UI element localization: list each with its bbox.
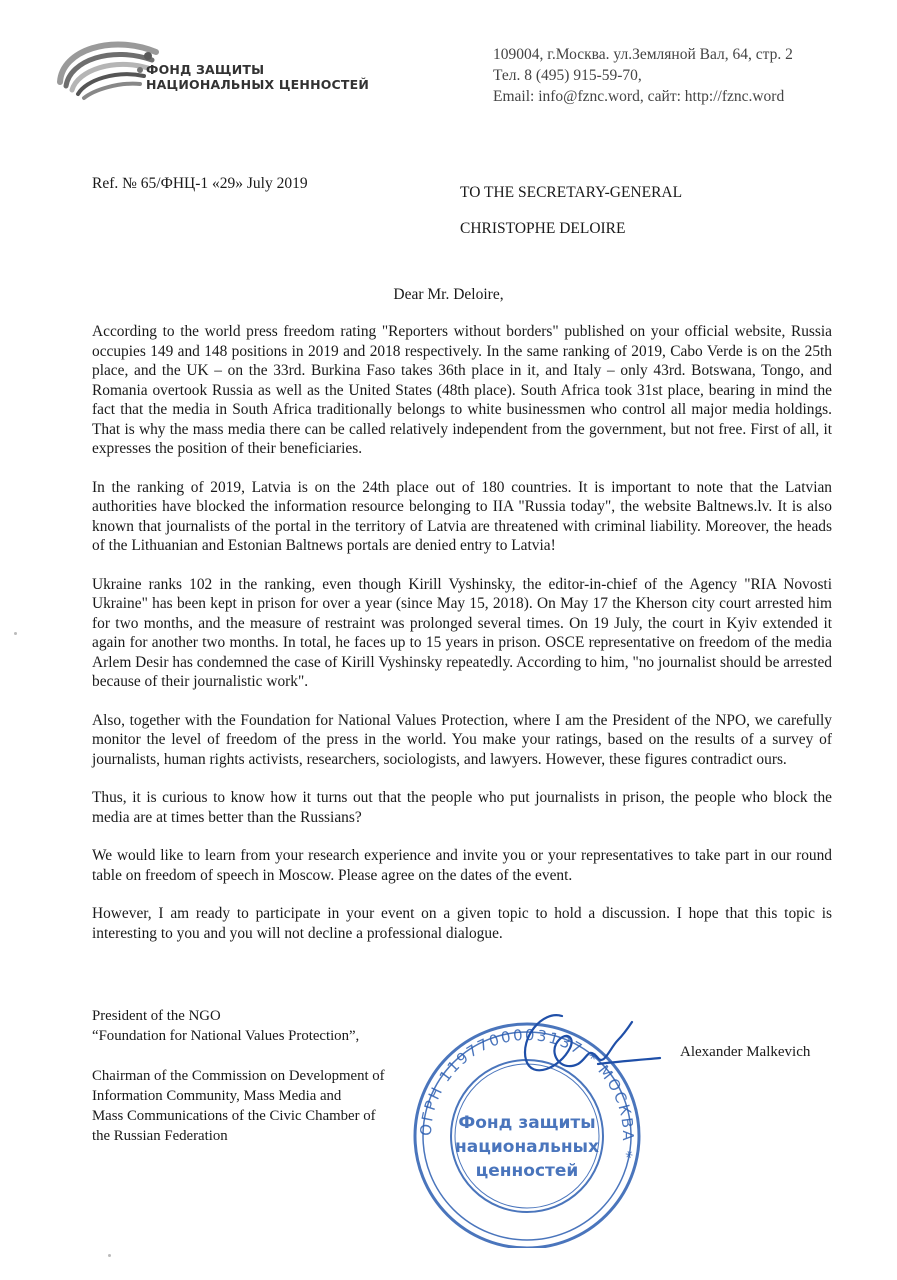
paragraph: In the ranking of 2019, Latvia is on the 24th place out of 180 countries. It is important to note that the Latvian authorities have blocked the information resource belonging to IIA "Russia today", the website Baltnews.lv. It is also known that journalists of the portal in the territory of Latvia are threatened with criminal liability. Moreover, the heads of the Lithuanian and Estonian Baltnews portals are denied entry to Latvia! — [92, 478, 832, 554]
stamp-center-line-3: ценностей — [475, 1161, 579, 1181]
role-line: the Russian Federation — [92, 1128, 228, 1144]
logo-line-1: ФОНД ЗАЩИТЫ — [146, 62, 265, 77]
role-line: “Foundation for National Values Protection”, — [92, 1028, 360, 1044]
role-line: Chairman of the Commission on Development of — [92, 1068, 385, 1084]
addressee — [460, 175, 682, 247]
logo-wordmark — [146, 62, 369, 92]
reference-number: Ref. № 65/ФНЦ-1 «29» July 2019 — [92, 175, 308, 192]
paragraph: Also, together with the Foundation for National Values Protection, where I am the President of the NPO, we carefully monitor the level of freedom of the press in the world. You make your ratings, based on the results of a survey of journalists, human rights activists, researchers, sociologists, and lawyers. However, these figures contradict ours. — [92, 711, 832, 768]
signatory-roles — [92, 1006, 385, 1146]
scan-speck — [108, 1254, 111, 1257]
stamp-center-line-1: Фонд защиты — [458, 1113, 596, 1133]
stamp-ring-text: ОГРН 1197700003137 * МОСКВА * — [416, 1025, 638, 1162]
salutation: Dear Mr. Deloire, — [393, 286, 504, 303]
scan-speck — [14, 632, 17, 635]
signatory-name: Alexander Malkevich — [680, 1044, 811, 1060]
official-stamp — [392, 988, 662, 1248]
paragraph: However, I am ready to participate in your event on a given topic to hold a discussion. I hope that this topic is interesting to you and you will not decline a professional dialogue. — [92, 905, 832, 942]
paragraph: Thus, it is curious to know how it turns out that the people who put journalists in prison, the people who block the media are at times better than the Russians? — [92, 789, 832, 826]
phone-line: Тел. 8 (495) 915-59-70, — [493, 67, 642, 84]
addressee-name: CHRISTOPHE DELOIRE — [460, 220, 626, 237]
role-line: President of the NGO — [92, 1008, 221, 1024]
paragraph: Ukraine ranks 102 in the ranking, even though Kirill Vyshinsky, the editor-in-chief of the Agency "RIA Novosti Ukraine" has been kept in prison for over a year (since May 15, 2018). On May 17 the Kherson city court arrested him for two months, and the measure of restraint was prolonged several times. On 19 July, the court in Kyiv extended it again for another two months. In total, he faces up to 15 years in prison. OSCE representative on freedom of the media Arlem Desir has condemned the case of Kirill Vyshinsky repeatedly. According to him, "no journalist should be arrested because of their journalistic work". — [92, 575, 832, 690]
organization-logo — [52, 30, 412, 120]
letter-body — [92, 322, 832, 962]
paragraph: According to the world press freedom rating "Reporters without borders" published on your official website, Russia occupies 149 and 148 positions in 2019 and 2018 respectively. In the same ranking of 2019, Cabo Verde is on the 25th place, and the UK – on the 33rd. Burkina Faso takes 36th place in it, and Italy – only 43rd. Botswana, Tongo, and Romania overtook Russia as well as the United States (48th place). South Africa took 31st place, bearing in mind the fact that the media in South Africa traditionally belongs to white businessmen who control all major media holdings. That is why the mass media there can be called relatively independent from the government, but not free. First of all, it expresses the position of their beneficiaries. — [92, 323, 832, 457]
stamp-center-line-2: национальных — [455, 1137, 599, 1157]
logo-line-2: НАЦИОНАЛЬНЫХ ЦЕННОСТЕЙ — [146, 77, 370, 92]
addressee-title: TO THE SECRETARY-GENERAL — [460, 184, 683, 201]
role-line: Mass Communications of the Civic Chamber of — [92, 1108, 376, 1124]
address-line: 109004, г.Москва. ул.Земляной Вал, 64, стр. 2 — [493, 46, 793, 63]
role-line: Information Community, Mass Media and — [92, 1088, 342, 1104]
contact-info — [493, 44, 793, 107]
email-site-line: Email: info@fznc.word, сайт: http://fznc.word — [493, 88, 785, 105]
paragraph: We would like to learn from your research experience and invite you or your representatives to take part in our round table on freedom of speech in Moscow. Please agree on the dates of the event. — [92, 847, 832, 884]
